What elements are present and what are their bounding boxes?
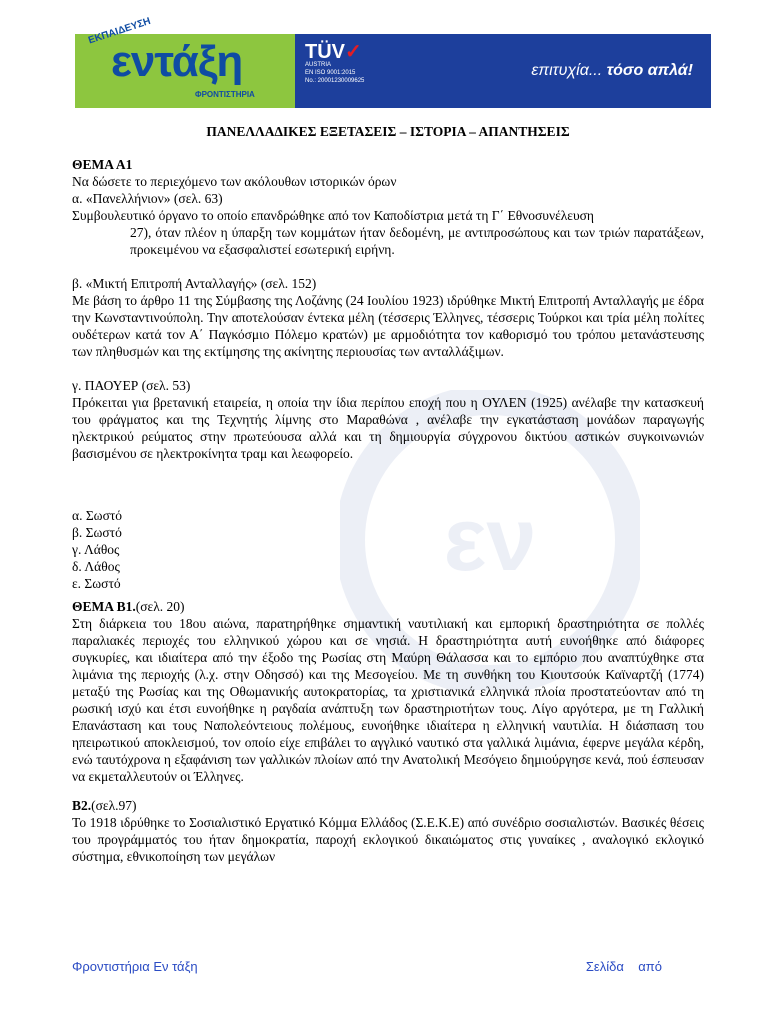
tuv-logo	[305, 42, 373, 100]
b2-heading-line	[72, 797, 704, 814]
logo-frontistiria-text: ΦΡΟΝΤΙΣΤΗΡΙΑ	[195, 90, 255, 99]
b1-heading: ΘΕΜΑ Β1.	[72, 599, 136, 614]
answer-item: ε. Σωστό	[72, 576, 121, 591]
header-banner	[75, 15, 711, 108]
term-a-text-1: Συμβουλευτικό όργανο το οποίο επανδρώθηκε από τον Καποδίστρια μετά τη Γ΄ Εθνοσυνέλευση	[72, 208, 594, 223]
b1-text: Στη διάρκεια του 18ου αιώνα, παρατηρήθηκε σημαντική ναυτιλιακή και εμπορική δραστηριότητα σε πολλές παραλιακές περιοχές του ελληνικού χώρου και σε νησιά. Η δραστηριότητα αυτή ευνοήθηκε από διάφορες συγκυρίες, και ιδιαίτερα από την έξοδο της Ρωσίας στη Μαύρη Θάλασσα και το εμπόριο που αναπτύχθηκε στα λιμάνια της περιοχής (λ.χ. στην Οδησσό) και της Μεσογείου. Με τη συνθήκη του Κιουτσούκ Καϊναρτζή (1774) μεταξύ της Ρωσίας και της Οθωμανικής αυτοκρατορίας, τα χριστιανικά ελληνικά πλοία προστατεύονταν από τη ρωσική ισχύ και έτσι ευνοήθηκε η ραγδαία ανάπτυξη των δραστηριοτήτων τους. Λίγο αργότερα, με τη Γαλλική Επανάσταση και τους Ναπολεόντειους πολέμους, ευνοήθηκε ιδιαίτερα η ελληνική ναυτιλία. Η διάσπαση του ηπειρωτικού αποκλεισμού, τον οποίο είχε επιβάλει το αγγλικό ναυτικό στα γαλλικά λιμάνια, έφερνε μεγάλα κέρδη, ενώ ταυτόχρονα η εξαφάνιση των γαλλικών πλοίων από την Ανατολική Μεσόγειο δημιούργησε κενά, πού έσπευσαν να εκμεταλλευτούν οι Έλληνες.	[72, 616, 704, 784]
b1-page: (σελ. 20)	[135, 599, 185, 614]
a1-heading: ΘΕΜΑ Α1	[72, 157, 133, 172]
tuv-country: AUSTRIA	[305, 62, 332, 68]
tuv-number: No.: 20001230009625	[305, 77, 365, 84]
svg-text:εν: εν	[443, 490, 537, 590]
answer-item: β. Σωστό	[72, 525, 122, 540]
banner-blue-section	[295, 34, 711, 108]
term-a-text-2: 27), όταν πλέον η ύπαρξη των κομμάτων ήταν δεδομένη, με αντιπροσώπους και των τριών παρατάξεων, προκειμένου να εξασφαλιστεί εσωτερική ειρήνη.	[130, 225, 704, 257]
slogan-part2: τόσο απλά!	[606, 62, 693, 79]
document-body	[72, 120, 704, 865]
answer-item: α. Σωστό	[72, 508, 123, 523]
term-a: α. «Πανελλήνιον» (σελ. 63)	[72, 191, 223, 206]
document-title: ΠΑΝΕΛΛΑΔΙΚΕΣ ΕΞΕΤΑΣΕΙΣ – ΙΣΤΟΡΙΑ – ΑΠΑΝΤΗΣΕΙΣ	[206, 124, 570, 139]
answers-list	[72, 507, 704, 592]
tuv-check-icon: ✓	[345, 41, 362, 63]
footer-page: Σελίδα από	[585, 959, 662, 974]
b2-page: (σελ.97)	[91, 798, 137, 813]
b1-heading-line	[72, 598, 704, 615]
tuv-text: TÜV	[305, 41, 345, 63]
tuv-cert: EN ISO 9001:2015	[305, 69, 356, 76]
b2-text: Το 1918 ιδρύθηκε το Σοσιαλιστικό Εργατικό Κόμμα Ελλάδος (Σ.Ε.Κ.Ε) από συνέδριο σοσιαλιστών. Βασικές θέσεις του προγράμματός του ήταν δημοκρατία, παροχή εκλογικού δικαιώματος στις γυναίκες , αναλογικό εκλογικό σύστημα, εθνικοποίηση των μεγάλων	[72, 815, 704, 864]
b2-heading: Β2.	[72, 798, 92, 813]
answer-item: γ. Λάθος	[72, 542, 120, 557]
term-b-text: Με βάση το άρθρο 11 της Σύμβασης της Λοζάνης (24 Ιουλίου 1923) ιδρύθηκε Μικτή Επιτροπή Ανταλλαγής με έδρα την Κωνσταντινούπολη. Την αποτελούσαν έντεκα μέλη (τέσσερις Έλληνες, τέσσερις Τούρκοι και τρία μέλη πολίτες ουδέτερων κατά τον Α΄ Παγκόσμιο Πόλεμο κρατών) με αρμοδιότητα τον καθορισμό του τρόπου μετανάστευσης των πληθυσμών και της εκτίμησης της ακίνητης περιουσίας των ανταλλάξιμων.	[72, 293, 704, 359]
logo-brand-text: εντάξη	[111, 37, 243, 86]
term-c-text: Πρόκειται για βρετανική εταιρεία, η οποία την ίδια περίπου εποχή που η ΟΥΛΕΝ (1925) ανέλαβε την κατασκευή του φράγματος και της Τεχνητής λίμνης στο Μαραθώνα , ανέλαβε την εγκατάσταση μονάδων παραγωγής ηλεκτρικού ρεύματος στην πρωτεύουσα αλλά και τη δημιουργία σύγχρονου δικτύου αστικών συγκοινωνιών βασισμένου σε ηλεκτροκίνητα τραμ και λεωφορείο.	[72, 395, 704, 461]
answer-item: δ. Λάθος	[72, 559, 120, 574]
footer-left: Φροντιστήρια Εν τάξη	[72, 959, 198, 974]
slogan	[531, 62, 693, 80]
term-b: β. «Μικτή Επιτροπή Ανταλλαγής» (σελ. 152)	[72, 276, 317, 291]
logo-ekpaideusi-text: ΕΚΠΑΙΔΕΥΣΗ	[87, 15, 153, 47]
page-footer	[72, 959, 662, 974]
slogan-part1: επιτυχία...	[531, 62, 603, 79]
a1-intro: Να δώσετε το περιεχόμενο των ακόλουθων ιστορικών όρων	[72, 174, 397, 189]
term-c: γ. ΠΑΟΥΕΡ (σελ. 53)	[72, 378, 191, 393]
entaxi-logo	[75, 15, 295, 108]
